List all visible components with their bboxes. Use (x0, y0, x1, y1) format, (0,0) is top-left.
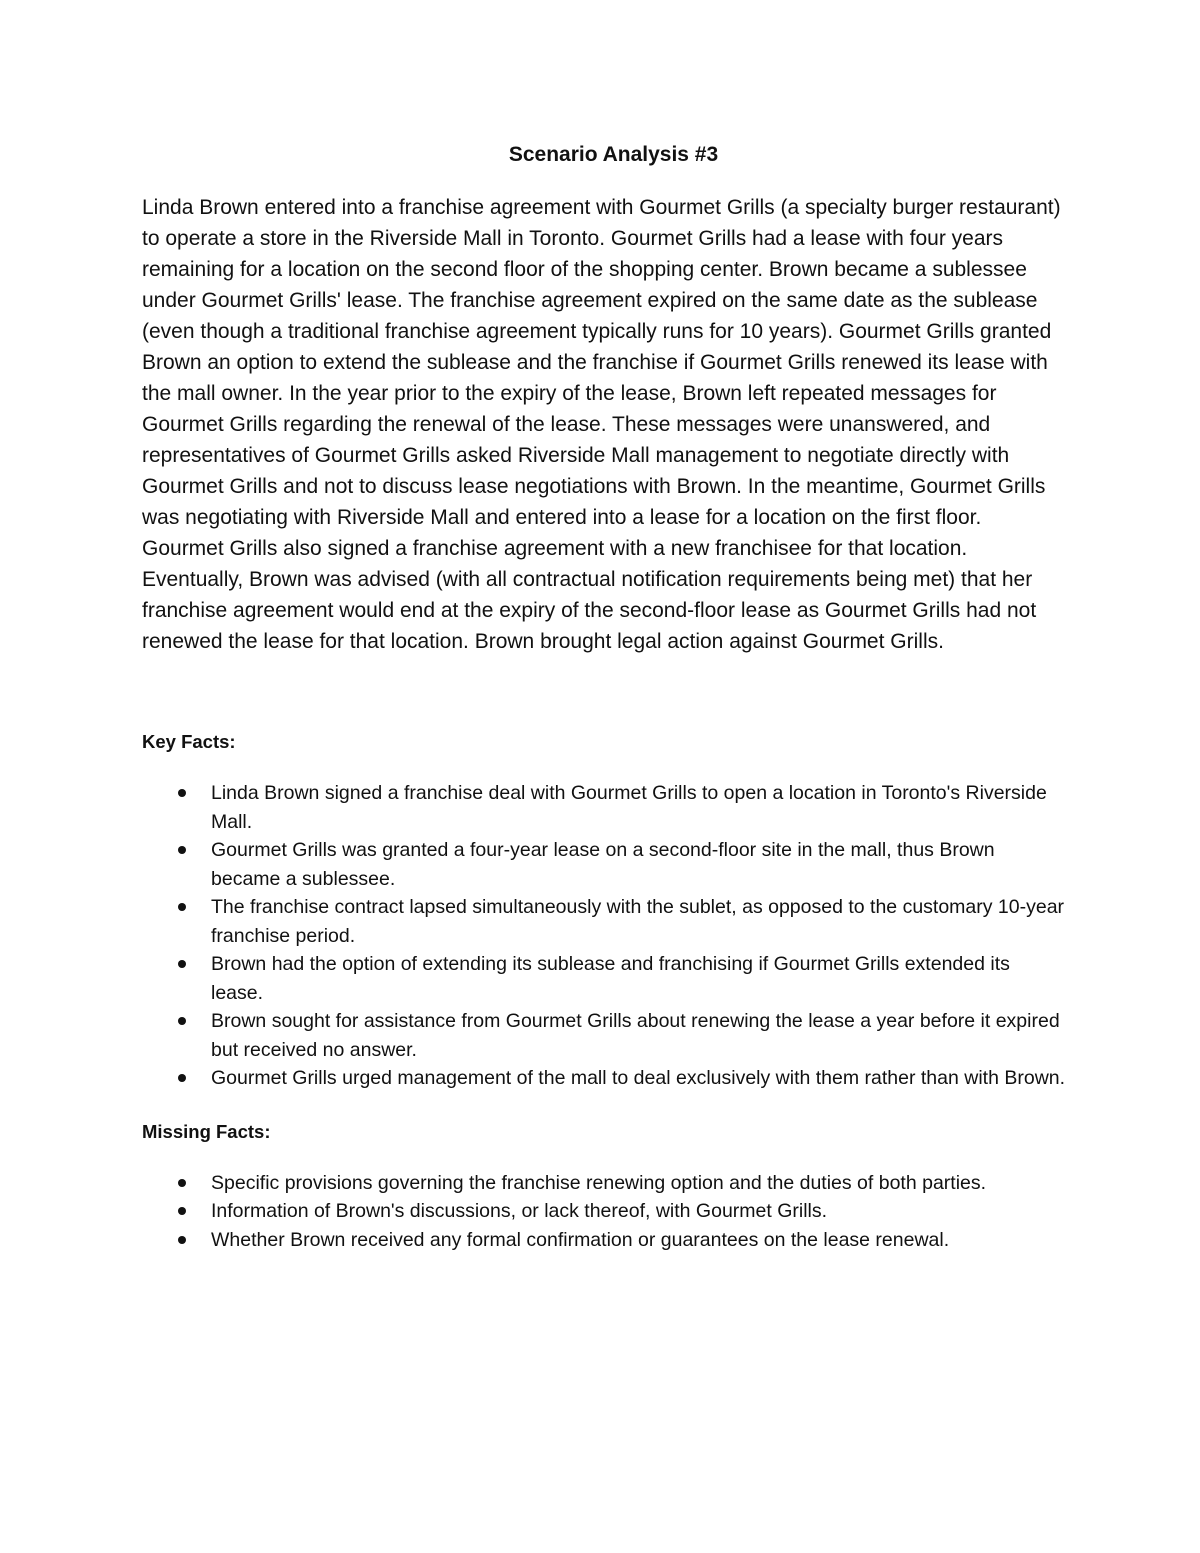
key-facts-heading: Key Facts: (142, 731, 236, 752)
list-item (142, 836, 1067, 893)
list-item (142, 1226, 1067, 1255)
list-item (142, 950, 1067, 1007)
bullet-icon (178, 1074, 186, 1082)
list-item-text: Gourmet Grills urged management of the mall to deal exclusively with them rather than with Brown. (211, 1067, 1066, 1089)
bullet-icon (178, 1207, 186, 1215)
missing-facts-list (142, 1169, 1067, 1255)
key-facts-list (142, 779, 1067, 1093)
list-item-text: Whether Brown received any formal confirmation or guarantees on the lease renewal. (211, 1228, 950, 1251)
list-item (142, 1169, 1067, 1198)
bullet-icon (178, 1236, 186, 1244)
document-page (142, 140, 1067, 1254)
bullet-icon (178, 846, 186, 854)
bullet-icon (178, 1179, 186, 1187)
list-item-text: Specific provisions governing the franchise renewing option and the duties of both parties. (211, 1171, 987, 1194)
list-item-text: Brown sought for assistance from Gourmet Grills about renewing the lease a year before it expired but received no answer. (211, 1010, 1060, 1061)
list-item (142, 893, 1067, 950)
list-item-text: Brown had the option of extending its sublease and franchising if Gourmet Grills extended its lease. (211, 953, 1010, 1004)
list-item (142, 779, 1067, 836)
list-item (142, 1007, 1067, 1064)
list-item-text: The franchise contract lapsed simultaneously with the sublet, as opposed to the customary 10-year franchise period. (211, 896, 1065, 947)
list-item-text: Linda Brown signed a franchise deal with Gourmet Grills to open a location in Toronto's Riverside Mall. (211, 782, 1047, 833)
document-title: Scenario Analysis #3 (508, 143, 719, 166)
scenario-paragraph: Linda Brown entered into a franchise agreement with Gourmet Grills (a specialty burger restaurant) to operate a store in the Riverside Mall in Toronto. Gourmet Grills had a lease with four years remaining for a location on the second floor of the shopping center. Brown became a sublessee under Gourmet Grills' lease. The franchise agreement expired on the same date as the sublease (even though a traditional franchise agreement typically runs for 10 years). Gourmet Grills granted Brown an option to extend the sublease and the franchise if Gourmet Grills renewed its lease with the mall owner. In the year prior to the expiry of the lease, Brown left repeated messages for Gourmet Grills regarding the renewal of the lease. These messages were unanswered, and representatives of Gourmet Grills asked Riverside Mall management to negotiate directly with Gourmet Grills and not to discuss lease negotiations with Brown. In the meantime, Gourmet Grills was negotiating with Riverside Mall and entered into a lease for a location on the first floor. Gourmet Grills also signed a franchise agreement with a new franchisee for that location. Eventually, Brown was advised (with all contractual notification requirements being met) that her franchise agreement would end at the expiry of the second-floor lease as Gourmet Grills had not renewed the lease for that location. Brown brought legal action against Gourmet Grills. (142, 196, 1061, 653)
bullet-icon (178, 960, 186, 968)
list-item (142, 1197, 1067, 1226)
bullet-icon (178, 1017, 186, 1025)
list-item-text: Gourmet Grills was granted a four-year lease on a second-floor site in the mall, thus Brown became a sublessee. (211, 839, 995, 890)
bullet-icon (178, 789, 186, 797)
list-item (142, 1064, 1067, 1093)
missing-facts-heading: Missing Facts: (142, 1120, 271, 1142)
list-item-text: Information of Brown's discussions, or lack thereof, with Gourmet Grills. (211, 1200, 828, 1222)
bullet-icon (178, 903, 186, 911)
